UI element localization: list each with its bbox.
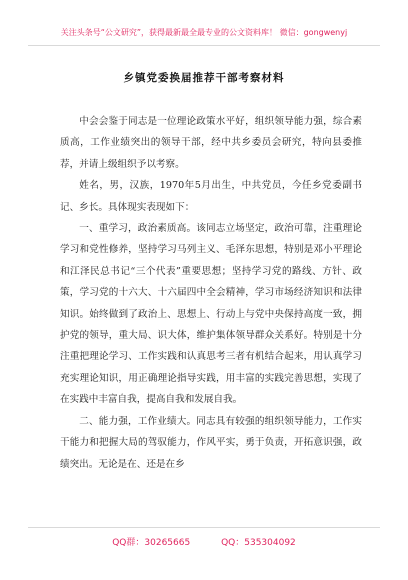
header-note: 关注头条号“公文研究”，获得最新最全最专业的公文资料库！ 微信：gongwenyj: [60, 28, 348, 37]
footer-divider: [28, 527, 380, 528]
footer: [0, 535, 408, 548]
paragraph-section-two: 二、能力强，工作业绩大。同志具有较强的组织领导能力，工作实干能力和把握大局的驾驭能力，作风平实，勇于负责，开拓意识强，政绩突出。无论是在、还是在乡: [60, 415, 362, 470]
paragraph-profile: 姓名，男，汉族，1970年5月出生，中共党员，今任乡党委副书记、乡长。具体现实表现如下：: [60, 180, 362, 213]
document-title: 乡镇党委换届推荐干部考察材料: [123, 72, 285, 84]
footer-qq: QQ：535304092: [221, 538, 296, 548]
paragraph-intro: 中会会鉴于同志是一位理论政策水平好，组织领导能力强，综合素质高，工作业绩突出的领导干部，经中共乡委员会研究，特向县委推荐，并请上级组织予以考察。: [60, 116, 362, 170]
header-divider: [28, 45, 380, 46]
paragraph-section-one: 一、重学习，政治素质高。该同志立场坚定，政治可靠，注重理论学习和党性修养，坚持学习马列主义、毛泽东思想，特别是邓小平理论和江泽民总书记“三个代表”重要思想；坚持学习党的路线、方针、政策，学习党的十六大、十六届四中全会精神，学习市场经济知识和法律知识。始终做到了政治上、思想上、行动上与党中央保持高度一致，拥护党的领导，重大局、识大体，维护集体领导群众关系好。特别是十分注重把理论学习、工作实践和认真思考三者有机结合起来，用认真学习充实理论知识，用正确理论指导实践，用丰富的实践完善思想，实现了在实践中丰富自我，提高自我和发展自我。: [60, 223, 362, 406]
footer-qq-group: QQ群：30265665: [112, 538, 191, 548]
document-body: [60, 111, 362, 475]
